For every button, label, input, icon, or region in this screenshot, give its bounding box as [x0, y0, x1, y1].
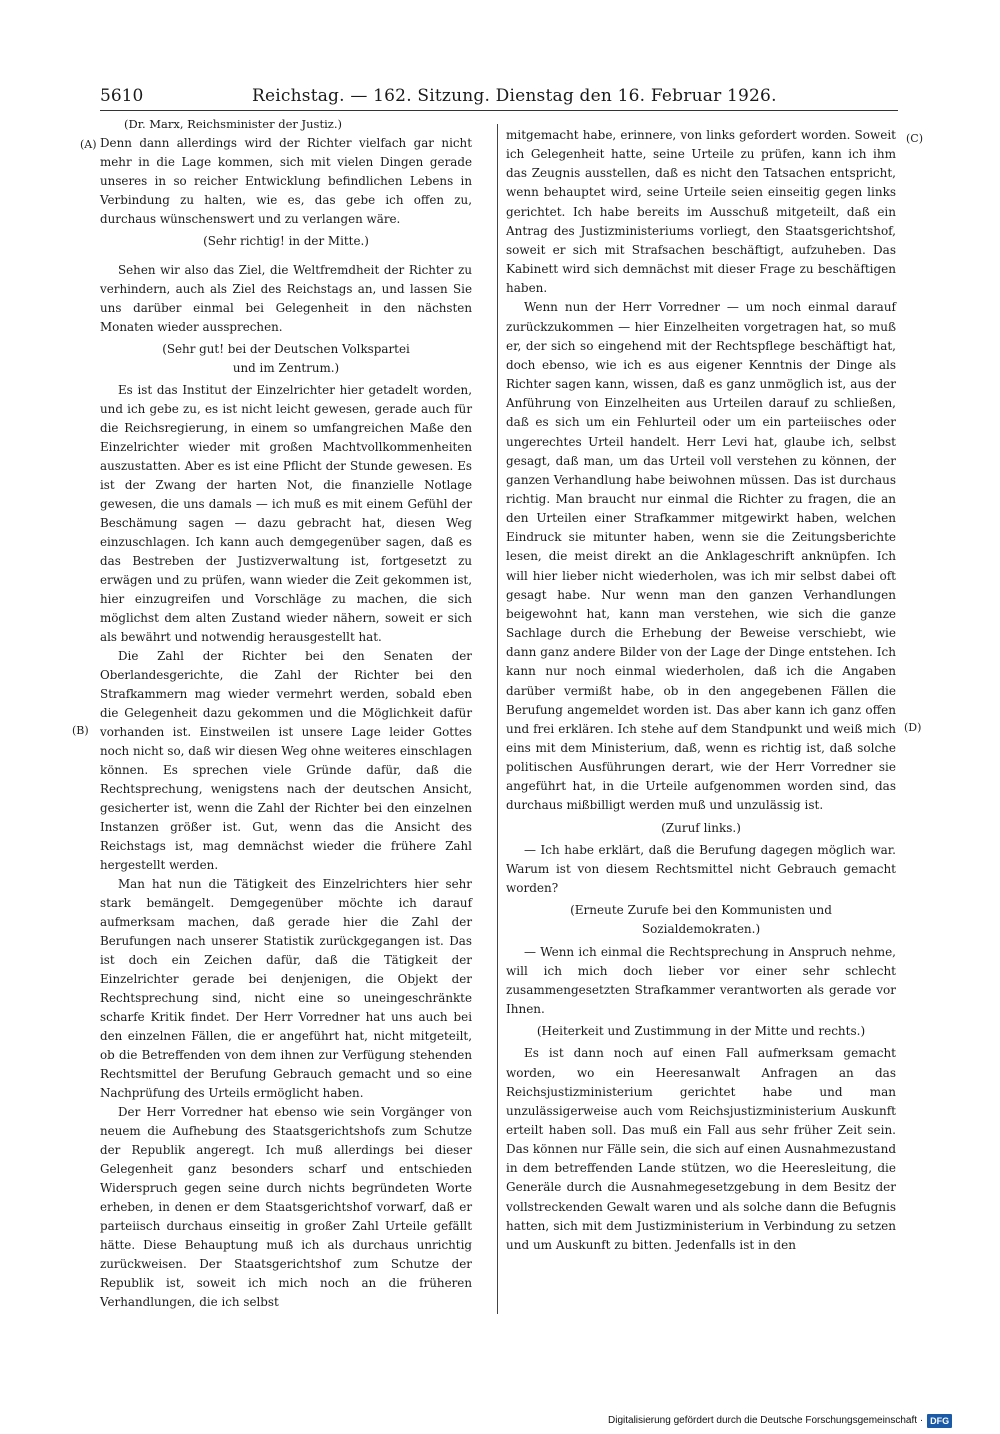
- speaker-line: (Dr. Marx, Reichsminister der Justiz.): [124, 117, 342, 131]
- dfg-logo: DFG: [927, 1414, 952, 1428]
- interjection: (Heiterkeit und Zustimmung in der Mitte und rechts.): [536, 1024, 866, 1039]
- paragraph: — Ich habe erklärt, daß die Berufung dagegen möglich war. Warum ist von diesem Rechtsmittel nicht Gebrauch gemacht worden?: [506, 842, 896, 896]
- right-column: [506, 126, 896, 1255]
- margin-mark-a: (A): [80, 138, 97, 151]
- page-header: [100, 84, 898, 108]
- paragraph: — Wenn ich einmal die Rechtsprechung in Anspruch nehme, will ich mich doch lieber vor einer sehr schlecht zusammengesetzten Strafkammer verantworten als gerade vor Ihnen.: [506, 944, 896, 1017]
- margin-mark-c: (C): [906, 132, 923, 145]
- paragraph: Die Zahl der Richter bei den Senaten der Oberlandesgerichte, die Zahl der Richter bei den Strafkammern mag wieder vermehrt werden, sobald eben die Gelegenheit dazu gekommen und die Möglichkeit dafür vorhanden ist. Einstweilen ist unsere Lage leider Gottes noch nicht so, daß wir diesen Weg ohne weiteres einschlagen können. Es sprechen viele Gründe dafür, daß die Rechtsprechung, wenigstens nach der deutschen Ansicht, gesicherter ist, wenn die Zahl der Richter bei den einzelnen Instanzen größer ist. Gut, wenn das die Ansicht des Reichstags ist, mag demnächst wieder die frühere Zahl hergestellt werden.: [100, 649, 472, 872]
- running-title: Reichstag. — 162. Sitzung. Dienstag den 16. Februar 1926.: [252, 86, 777, 106]
- digitization-footer: [608, 1413, 988, 1429]
- interjection: (Zuruf links.): [661, 820, 741, 835]
- paragraph: Man hat nun die Tätigkeit des Einzelrichters hier sehr stark bemängelt. Demgegenüber möchte ich darauf aufmerksam machen, daß gerade hier die Zahl der Berufungen nach unserer Statistik zurückgegangen ist. Das ist doch ein Zeichen dafür, daß die Tätigkeit der Einzelrichter gerade bei denjenigen, die Objekt der Rechtsprechung sind, nicht eine so uneingeschränkte scharfe Kritik findet. Der Herr Vorredner hat uns auch bei den einzelnen Fällen, die er angeführt hat, nicht mitgeteilt, ob die Betreffenden von dem ihnen zur Verfügung stehenden Rechtsmittel der Berufung Gebrauch gemacht und so eine Nachprüfung des Urteils ermöglicht haben.: [100, 877, 472, 1100]
- interjection: (Sehr richtig! in der Mitte.): [203, 234, 369, 248]
- margin-mark-b: (B): [72, 724, 89, 737]
- footer-text: Digitalisierung gefördert durch die Deutsche Forschungsgemeinschaft ·: [608, 1415, 924, 1426]
- page-number: 5610: [100, 86, 144, 106]
- margin-mark-d: (D): [904, 721, 922, 734]
- paragraph: Denn dann allerdings wird der Richter vielfach gar nicht mehr in die Lage kommen, sich mit vielen Dingen gerade unseres in so reicher Entwicklung befindlichen Lebens in Verbindung zu halten, wie es, das gebe ich offen zu, durchaus wünschenswert und zu verlangen wäre.: [100, 136, 472, 226]
- paragraph: mitgemacht habe, erinnere, von links gefordert worden. Soweit ich Gelegenheit hatte, seine Urteile zu prüfen, kann ich ihm das Zeugnis ausstellen, daß es nicht den Tatsachen entspricht, wenn behauptet wird, seine Urteile seien einseitig gegen links gerichtet. Ich habe bereits im Ausschuß mitgeteilt, daß ein Antrag des Justizministeriums vorliegt, den Staatsgerichtshof, soweit er sich mit Strafsachen beschäftigt, aufzuheben. Das Kabinett wird sich demnächst mit dieser Frage zu beschäftigen haben.: [506, 128, 896, 296]
- paragraph: Wenn nun der Herr Vorredner — um noch einmal darauf zurückzukommen — hier Einzelheiten vorgetragen hat, so muß er, der sich so eingehend mit der Rechtspflege beschäftigt hat, doch ebenso, wie ich es aus eigener Kenntnis der Dinge als Richter sagen kann, wissen, daß es ganz unmöglich ist, aus der Anführung von Einzelheiten aus Urteilen darauf zu schließen, daß es sich um ein Fehlurteil oder um ein parteiisches oder ungerechtes Urteil handelt. Herr Levi hat, glaube ich, selbst gesagt, daß man, um das Urteil voll verstehen zu können, der ganzen Verhandlung habe beiwohnen müssen. Das ist durchaus richtig. Man braucht nur einmal die Richter zu fragen, die an den Urteilen einer Strafkammer mitgewirkt haben, welchen Eindruck sie mitunter haben, wenn sie die Zeitungsberichte lesen, die meist direkt an die Anklageschrift anknüpfen. Ich will hier lieber nicht wiederholen, was ich mir selbst dabei oft gesagt habe. Nur wenn man den ganzen Verhandlungen beigewohnt hat, kann man verstehen, wie sich die ganze Sachlage durch die Erhebung der Beweise verschiebt, wie dann ganz andere Bilder von der Lage der Dinge entstehen. Ich kann nur noch einmal wiederholen, daß ich die Angaben darüber vermißt habe, ob in den angegebenen Fällen die Berufung angemeldet worden ist. Das aber kann ich ganz offen und frei erklären. Ich stehe auf dem Standpunkt und weiß mich eins mit dem Ministerium, daß, wenn es richtig ist, daß solche politischen Ausführungen derart, wie der Herr Vorredner sie angeführt hat, in die Urteile aufgenommen worden sind, das durchaus mißbilligt werden muß und unzulässig ist.: [506, 300, 896, 813]
- interjection: (Sehr gut! bei der Deutschen Volkspartei und im Zentrum.): [162, 342, 410, 375]
- paragraph: Der Herr Vorredner hat ebenso wie sein Vorgänger von neuem die Aufhebung des Staatsgerichtshofs zum Schutze der Republik angeregt. Ich muß allerdings bei dieser Gelegenheit ganz besonders scharf und entschieden Widerspruch gegen seine durch nichts begründeten Worte erheben, in denen er dem Staatsgerichtshof vorwarf, daß er parteiisch durchaus einseitig in großer Zahl Urteile gefällt hätte. Diese Behauptung muß ich als durchaus unrichtig zurückweisen. Der Staatsgerichtshof zum Schutze der Republik ist, soweit ich mich noch an die früheren Verhandlungen, die ich selbst: [100, 1105, 472, 1309]
- left-column: [100, 116, 472, 1312]
- paragraph: Es ist das Institut der Einzelrichter hier getadelt worden, und ich gebe zu, es ist nicht leicht gewesen, gerade auch für die Reichsregierung, in einem so umfangreichen Maße den Einzelrichter wieder mit großen Machtvollkommenheiten auszustatten. Aber es ist eine Pflicht der Stunde gewesen. Es ist der Zwang der harten Not, die finanzielle Notlage gewesen, die uns damals — ich muß es mit einem Gefühl der Beschämung sagen — dazu gebracht hat, diesen Weg einzuschlagen. Ich kann auch demgegenüber sagen, daß es das Bestreben der Justizverwaltung ist, fortgesetzt zu erwägen und zu prüfen, wann wieder die Zeit gekommen ist, hier einzugreifen und Vorschläge zu machen, die sich möglichst dem alten Zustand wieder nähern, soweit er sich als bewährt und notwendig herausgestellt hat.: [100, 383, 472, 644]
- header-rule: [100, 110, 898, 111]
- interjection: (Erneute Zurufe bei den Kommunisten und Sozialdemokraten.): [570, 903, 832, 937]
- paragraph: Sehen wir also das Ziel, die Weltfremdheit der Richter zu verhindern, auch als Ziel des Reichstags an, und lassen Sie uns darüber einmal bei Gelegenheit in den nächsten Monaten wieder aussprechen.: [100, 263, 472, 334]
- column-divider: [497, 124, 498, 1314]
- paragraph: Es ist dann noch auf einen Fall aufmerksam gemacht worden, wo ein Heeresanwalt Anfragen an das Reichsjustizministerium gerichtet habe und man unzulässigerweise auch vom Reichsjustizministerium Auskunft erteilt haben soll. Das muß ein Fall aus sehr früher Zeit sein. Das können nur Fälle sein, die sich auf einen Ausnahmezustand in dem betreffenden Lande stützen, wo die Heeresleitung, die Generäle durch die Ausnahmegesetzgebung in dem Besitz der vollstreckenden Gewalt waren und als solche dann die Befugnis hatten, sich mit dem Justizministerium in Verbindung zu setzen und um Auskunft zu bitten. Jedenfalls ist in den: [506, 1046, 896, 1252]
